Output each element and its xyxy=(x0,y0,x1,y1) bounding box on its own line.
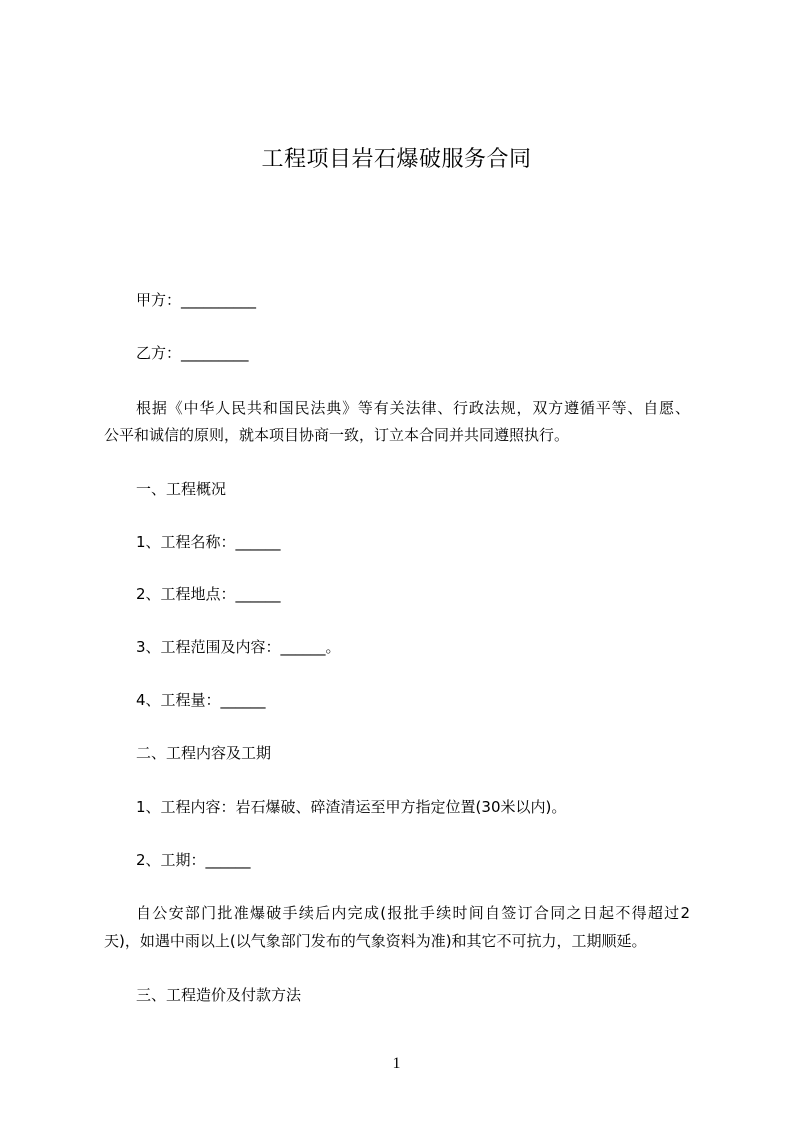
page-number: 1 xyxy=(392,1055,401,1072)
project-location-item: 2、工程地点：______ xyxy=(136,585,281,603)
project-name-item: 1、工程名称：______ xyxy=(136,533,281,551)
party-b-field: 乙方：_________ xyxy=(136,344,249,362)
project-quantity-item: 4、工程量：______ xyxy=(136,691,266,709)
duration-note-line-2: 天)，如遇中雨以上(以气象部门发布的气象资料为准)和其它不可抗力，工期顺延。 xyxy=(104,932,647,950)
party-a-field: 甲方：__________ xyxy=(136,291,257,309)
preamble-line-1: 根据《中华人民共和国民法典》等有关法律、行政法规，双方遵循平等、自愿、 xyxy=(136,399,690,417)
project-content-item: 1、工程内容：岩石爆破、碎渣清运至甲方指定位置(30米以内)。 xyxy=(136,798,567,816)
section-1-heading: 一、工程概况 xyxy=(136,480,227,498)
project-scope-item: 3、工程范围及内容：______。 xyxy=(136,638,341,656)
section-3-heading: 三、工程造价及付款方法 xyxy=(136,986,302,1004)
duration-note-line-1: 自公安部门批准爆破手续后内完成(报批手续时间自签订合同之日起不得超过2 xyxy=(136,904,690,922)
document-title: 工程项目岩石爆破服务合同 xyxy=(261,147,532,172)
section-2-heading: 二、工程内容及工期 xyxy=(136,744,272,762)
project-duration-item: 2、工期：______ xyxy=(136,851,251,869)
preamble-line-2: 公平和诚信的原则，就本项目协商一致，订立本合同并共同遵照执行。 xyxy=(104,426,570,444)
